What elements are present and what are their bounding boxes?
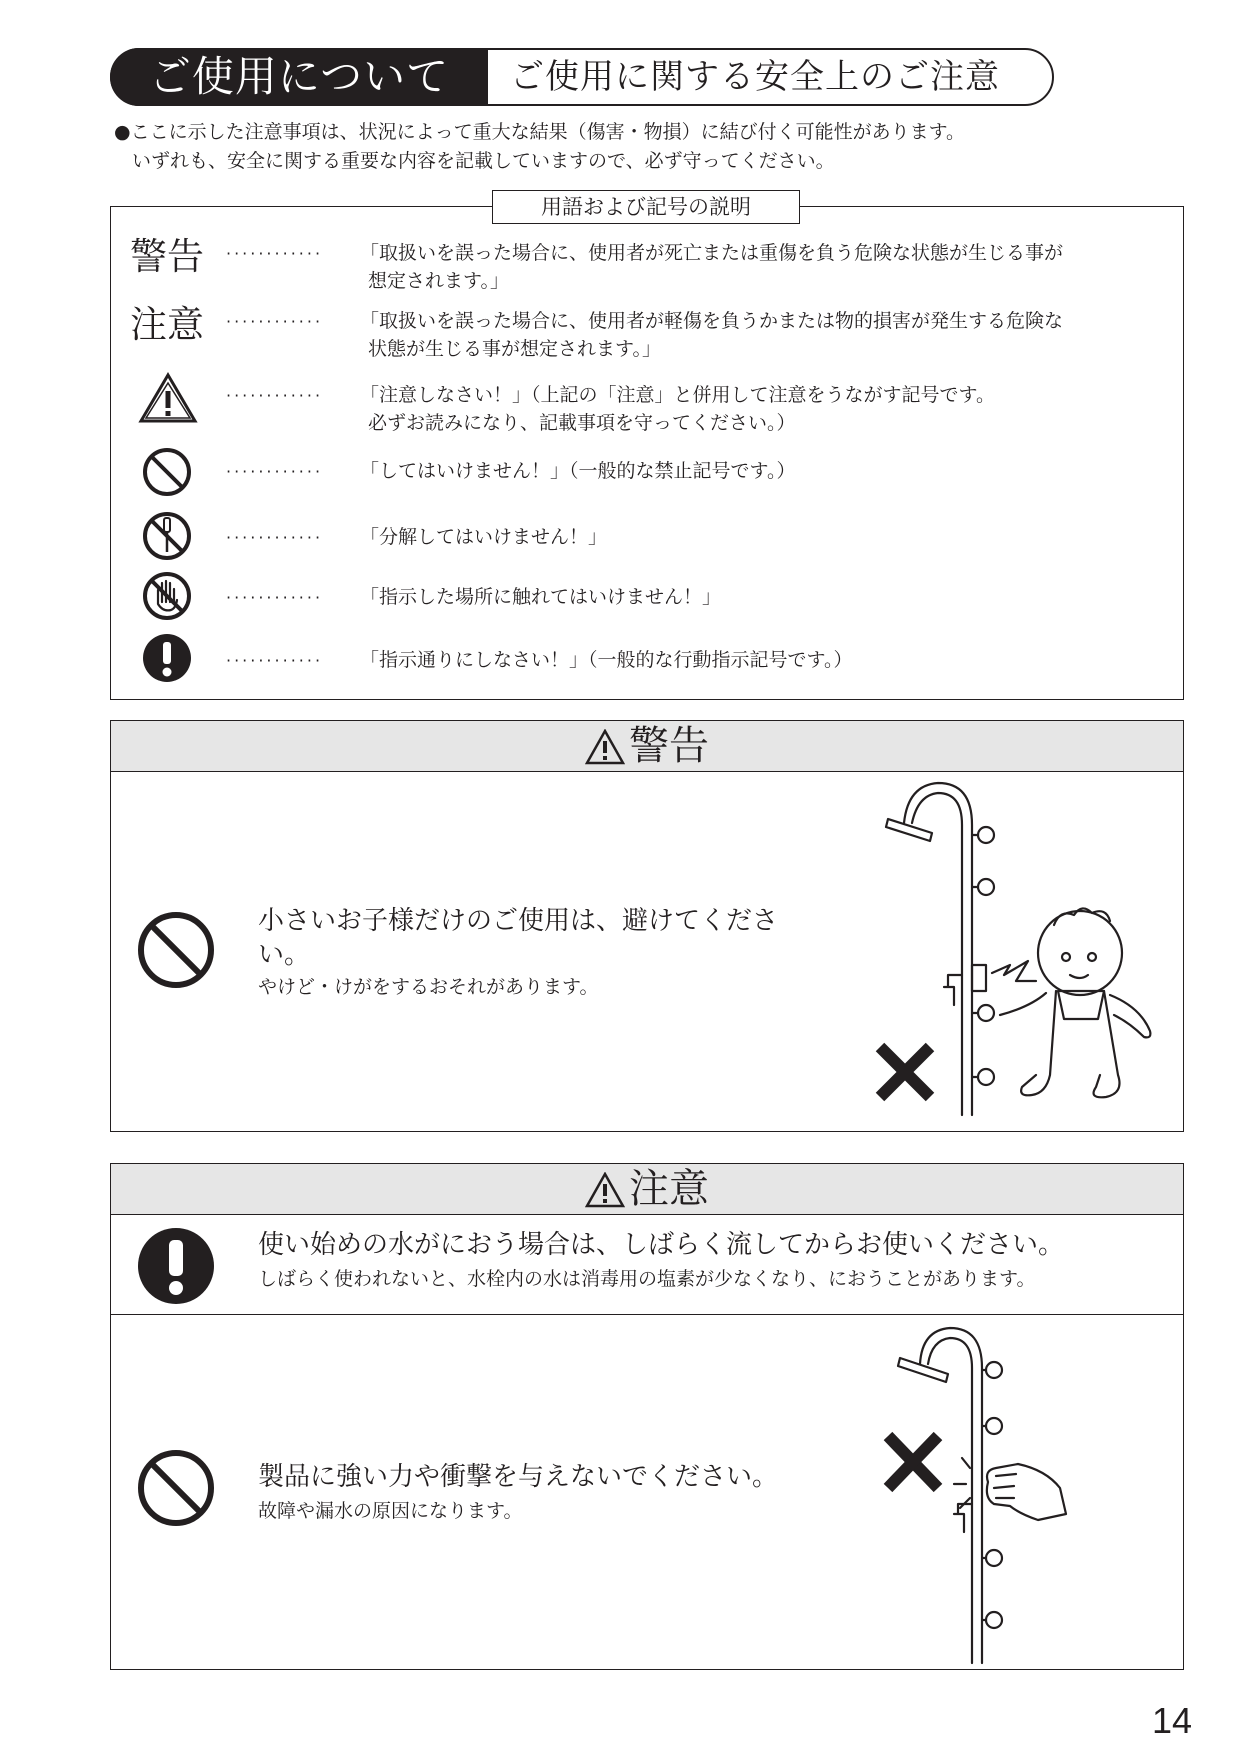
caution-main-text-1: 使い始めの水がにおう場合は、しばらく流してからお使いください。	[258, 1230, 1065, 1260]
intro-line-1: ●ここに示した注意事項は、状況によって重大な結果（傷害・物損）に結び付く可能性があります。	[114, 121, 966, 143]
warning-main-text	[258, 904, 778, 972]
main-text-line: い。	[258, 940, 311, 970]
leader-dots: ············	[226, 386, 324, 405]
legend-desc-prohibition: 「してはいけません！」（一般的な禁止記号です。）	[360, 460, 796, 482]
legend-desc-mandatory: 「指示通りにしなさい！」（一般的な行動指示記号です。）	[360, 649, 853, 671]
caution-sub-text-2: 故障や漏水の原因になります。	[258, 1500, 523, 1522]
intro-line-2: いずれも、安全に関する重要な内容を記載していますので、必ず守ってください。	[132, 150, 835, 172]
child-touching-shower-illustration	[860, 775, 1170, 1125]
caution-sub-text-1: しばらく使われないと、水栓内の水は消毒用の塩素が少なくなり、におうことがあります。	[258, 1268, 1036, 1290]
term-caution: 注意	[130, 303, 204, 346]
caution-heading-text: 注意	[629, 1166, 709, 1212]
warning-triangle-icon	[585, 729, 625, 765]
section-divider	[110, 1314, 1184, 1315]
desc-line: 「取扱いを誤った場合に、使用者が死亡または重傷を負う危険な状態が生じる事が	[360, 242, 1064, 264]
intro-text	[114, 118, 965, 176]
no-touch-icon	[141, 570, 193, 622]
prohibition-icon	[136, 910, 216, 990]
warning-section-heading	[110, 720, 1184, 772]
main-text-line: 小さいお子様だけのご使用は、避けてくださ	[258, 906, 779, 936]
warning-heading-text: 警告	[629, 723, 709, 769]
mandatory-action-icon	[136, 1226, 216, 1306]
no-disassembly-icon	[141, 510, 193, 562]
legend-desc-no-touch: 「指示した場所に触れてはいけません！」	[360, 586, 722, 608]
page-number: 14	[1152, 1700, 1193, 1741]
leader-dots: ············	[226, 462, 324, 481]
leader-dots: ············	[226, 244, 324, 263]
desc-line: 「取扱いを誤った場合に、使用者が軽傷を負うかまたは物的損害が発生する危険な	[360, 310, 1064, 332]
term-warning: 警告	[130, 235, 204, 278]
legend-desc-caution	[360, 307, 1063, 363]
leader-dots: ············	[226, 312, 324, 331]
caution-main-text-2: 製品に強い力や衝撃を与えないでください。	[258, 1462, 779, 1492]
desc-line: 想定されます。」	[368, 270, 509, 292]
page-title: ご使用について	[148, 52, 450, 101]
warning-triangle-icon	[138, 372, 198, 424]
caution-section-heading	[110, 1163, 1184, 1215]
legend-desc-warning	[360, 239, 1063, 295]
legend-desc-triangle	[360, 381, 995, 437]
hand-striking-shower-illustration	[870, 1318, 1070, 1668]
warning-triangle-icon	[585, 1172, 625, 1208]
desc-line: 必ずお読みになり、記載事項を守ってください。）	[368, 412, 796, 434]
desc-line: 状態が生じる事が想定されます。」	[368, 338, 661, 360]
leader-dots: ············	[226, 588, 324, 607]
mandatory-action-icon	[141, 632, 193, 684]
prohibition-icon	[136, 1448, 216, 1528]
page-subtitle: ご使用に関する安全上のご注意	[510, 57, 1000, 97]
leader-dots: ············	[226, 528, 324, 547]
desc-line: 「注意しなさい！」（上記の「注意」と併用して注意をうながす記号です。	[360, 384, 995, 406]
leader-dots: ············	[226, 651, 324, 670]
warning-sub-text: やけど・けがをするおそれがあります。	[258, 976, 599, 998]
legend-desc-no-disassembly: 「分解してはいけません！」	[360, 526, 608, 548]
legend-title: 用語および記号の説明	[492, 190, 800, 224]
prohibition-icon	[141, 446, 193, 498]
